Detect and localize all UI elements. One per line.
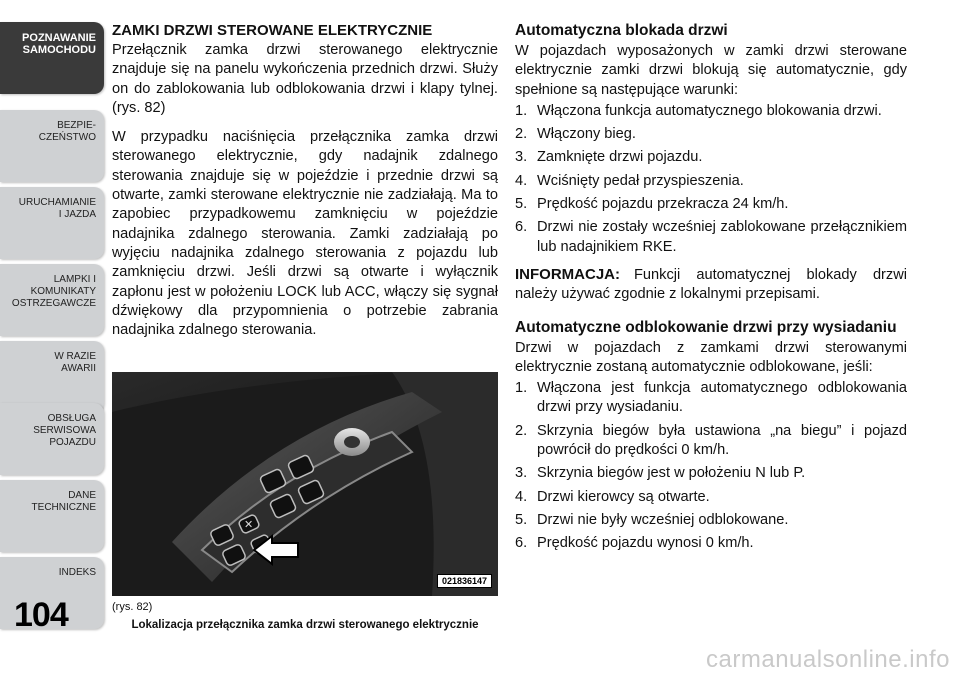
- tab-w-razie-awarii[interactable]: W RAZIE AWARII: [0, 341, 104, 413]
- list-item: 4. Wciśnięty pedał przyspieszenia.: [515, 172, 744, 189]
- tab-dane-techniczne[interactable]: DANE TECHNICZNE: [0, 480, 104, 552]
- heading-auto-lock: Automatyczna blokada drzwi: [515, 22, 728, 39]
- figure-code: 021836147: [437, 574, 492, 588]
- tab-lampki-i-komunikaty[interactable]: LAMPKI I KOMUNIKATY OSTRZEGAWCZE: [0, 264, 104, 336]
- figure-reference: (rys. 82): [112, 601, 153, 613]
- door-panel-illustration: [112, 372, 498, 596]
- paragraph-key-fob-protection: W przypadku naciśnięcia przełącznika zamka drzwi sterowanego elektrycznie, gdy nadajnik zdalnego sterowania znajduje się w pojeździe i przednie drzwi są otwarte, zamki sterowane elektrycznie nie zadziałają. Ma to zapobiec przypadkowemu zamknięciu w pojeździe nadajnika zdalnego sterowania. Zamki zadziałają po wyjęciu nadajnika zdalnego sterowania z pojazdu lub zamknięciu drzwi. Jeśli drzwi są otwarte i wyłącznik zapłonu jest w położeniu LOCK lub ACC, włączy się sygnał dźwiękowy dla przypomnienia o potrzebie zabrania nadajnika zdalnego sterowania.: [112, 129, 498, 339]
- tab-poznawanie-samochodu[interactable]: POZNAWANIE SAMOCHODU: [0, 22, 104, 94]
- list-item: 2. Skrzynia biegów była ustawiona „na biegu” i pojazd powrócił do prędkości 0 km/h.: [515, 422, 907, 459]
- list-item: 6. Drzwi nie zostały wcześniej zablokowane przełącznikiem lub nadajnikiem RKE.: [515, 219, 907, 255]
- tab-uruchamianie-i-jazda[interactable]: URUCHAMIANIE I JAZDA: [0, 187, 104, 259]
- list-item: 1. Włączona jest funkcja automatycznego odblokowania drzwi przy wysiadaniu.: [515, 380, 907, 416]
- auto-unlock-conditions: [515, 379, 907, 553]
- door-switch-photo: [112, 372, 498, 596]
- list-item: 3. Zamknięte drzwi pojazdu.: [515, 149, 703, 166]
- section-heading-power-locks: ZAMKI DRZWI STEROWANE ELEKTRYCZNIE: [112, 22, 433, 39]
- list-item: 6. Prędkość pojazdu wynosi 0 km/h.: [515, 535, 754, 552]
- page-number: 104: [14, 596, 68, 634]
- left-column: [112, 22, 498, 340]
- figure-caption: Lokalizacja przełącznika zamka drzwi sterowanego elektrycznie: [131, 619, 479, 631]
- list-item: 2. Włączony bieg.: [515, 126, 636, 143]
- tab-obsluga-serwisowa[interactable]: OBSŁUGA SERWISOWA POJAZDU: [0, 403, 104, 475]
- auto-lock-conditions: [515, 102, 907, 257]
- list-item: 5. Drzwi nie były wcześniej odblokowane.: [515, 511, 789, 528]
- right-column: [515, 22, 907, 558]
- info-note: [515, 265, 907, 305]
- svg-text:✕: ✕: [244, 518, 254, 531]
- watermark: carmanualsonline.info: [706, 646, 950, 673]
- info-label: INFORMACJA:: [515, 265, 620, 283]
- list-item: 4. Drzwi kierowcy są otwarte.: [515, 488, 710, 505]
- tab-indeks[interactable]: INDEKS: [0, 557, 104, 629]
- info-text: Funkcji automatycznej blokady drzwi należy używać zgodnie z lokalnymi przepisami.: [515, 266, 907, 303]
- list-item: 3. Skrzynia biegów jest w położeniu N lub P.: [515, 465, 806, 482]
- heading-auto-unlock: Automatyczne odblokowanie drzwi przy wysiadaniu: [515, 318, 897, 336]
- auto-lock-intro: W pojazdach wyposażonych w zamki drzwi sterowane elektrycznie zamki drzwi blokują się automatycznie, gdy spełnione są następujące warunki:: [515, 43, 907, 98]
- paragraph-switch-location: Przełącznik zamka drzwi sterowanego elektrycznie znajduje się na panelu wykończenia przednich drzwi. Służy on do zablokowania lub odblokowania drzwi i klapy tylnej. (rys. 82): [112, 42, 498, 116]
- list-item: 5. Prędkość pojazdu przekracza 24 km/h.: [515, 196, 789, 213]
- tab-bezpieczenstwo[interactable]: BEZPIE- CZEŃSTWO: [0, 110, 104, 182]
- list-item: 1. Włączona funkcja automatycznego blokowania drzwi.: [515, 102, 882, 119]
- auto-unlock-intro: Drzwi w pojazdach z zamkami drzwi sterowanymi elektrycznie zostaną automatycznie odblokowane, jeśli:: [515, 339, 907, 375]
